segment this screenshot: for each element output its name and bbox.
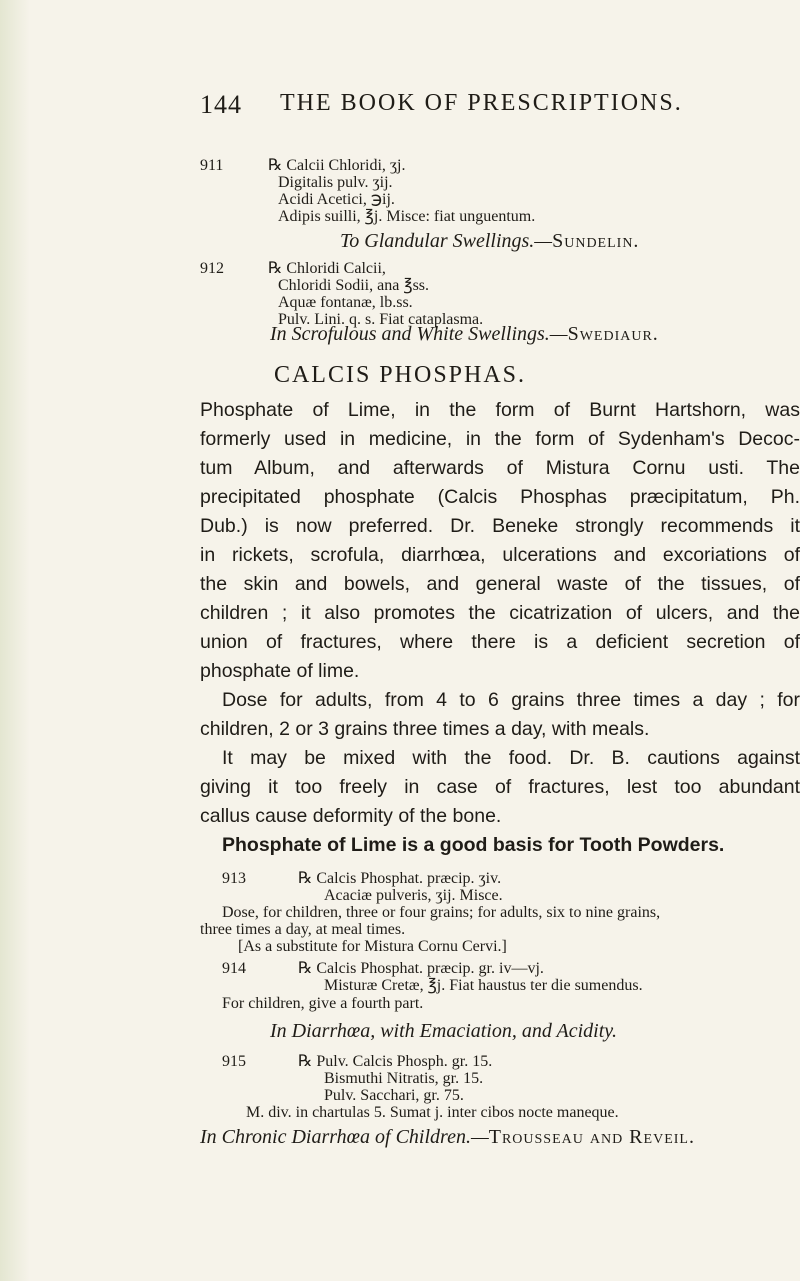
- prescription-914: [298, 960, 643, 994]
- rx-line: ℞ Pulv. Calcis Phosph. gr. 15.: [298, 1053, 493, 1070]
- body-line: Phosphate of Lime, in the form of Burnt Hartshorn, was: [200, 399, 800, 421]
- rx-line: ℞ Calcis Phosphat. præcip. ʒiv.: [298, 870, 502, 887]
- attribution-indication: To Glandular Swellings.—: [340, 230, 553, 252]
- dose-line: Dose, for children, three or four grains; for adults, six to nine grains,: [222, 904, 661, 921]
- running-title: THE BOOK OF PRESCRIPTIONS.: [280, 90, 683, 116]
- body-line: the skin and bowels, and general waste of the tissues, of: [200, 573, 800, 595]
- attribution-author: Trousseau and Reveil.: [488, 1126, 695, 1148]
- body-line: children, 2 or 3 grains three times a day, with meals.: [200, 718, 650, 740]
- prescription-number-913: 913: [222, 870, 246, 887]
- rx-line: Chloridi Sodii, ana ℥ss.: [278, 277, 430, 294]
- attribution-912: [270, 323, 659, 346]
- body-line: precipitated phosphate (Calcis Phosphas præcipitatum, Ph.: [200, 486, 800, 508]
- section-title: CALCIS PHOSPHAS.: [273, 362, 527, 388]
- attribution-915: [200, 1126, 695, 1149]
- rx-line: Aquæ fontanæ, lb.ss.: [278, 294, 413, 311]
- body-line: It may be mixed with the food. Dr. B. cautions against: [222, 747, 800, 769]
- rx-line: Digitalis pulv. ʒij.: [278, 174, 393, 191]
- dose-914: [222, 995, 423, 1012]
- attribution-indication: In Diarrhœa, with Emaciation, and Acidity.: [270, 1020, 618, 1042]
- body-line: Dub.) is now preferred. Dr. Beneke strongly recommends it: [200, 515, 800, 537]
- body-line: union of fractures, where there is a deficient secretion of: [200, 631, 800, 653]
- rx-line: ℞ Calcii Chloridi, ʒj.: [268, 157, 406, 174]
- rx-line: Misturæ Cretæ, ℥j. Fiat haustus ter die sumendus.: [324, 977, 643, 994]
- note-line: [As a substitute for Mistura Cornu Cervi.]: [238, 938, 507, 955]
- body-line: formerly used in medicine, in the form of Sydenham's Decoc-: [200, 428, 800, 450]
- rx-line: ℞ Chloridi Calcii,: [268, 260, 386, 277]
- page-number: 144: [200, 90, 242, 119]
- page-header: [200, 90, 800, 130]
- body-line: tum Album, and afterwards of Mistura Cornu usti. The: [200, 457, 800, 479]
- prescription-912: [268, 260, 483, 328]
- prescription-number-912: 912: [200, 260, 224, 277]
- dose-line: three times a day, at meal times.: [200, 921, 406, 938]
- prescription-number-914: 914: [222, 960, 246, 977]
- body-line: children ; it also promotes the cicatrization of ulcers, and the: [200, 602, 800, 624]
- rx-line: Pulv. Lini. q. s. Fiat cataplasma.: [278, 311, 484, 328]
- rx-line: Adipis suilli, ℥j. Misce: fiat unguentum.: [278, 208, 536, 225]
- rx-line: Pulv. Sacchari, gr. 75.: [324, 1087, 464, 1104]
- attribution-indication: In Chronic Diarrhœa of Children.—: [200, 1126, 489, 1148]
- body-line: in rickets, scrofula, diarrhœa, ulcerations and excoriations of: [200, 544, 800, 566]
- rx-line: Acidi Acetici, ℈ij.: [278, 191, 395, 208]
- body-paragraph-3: [200, 744, 800, 831]
- rx-line: Bismuthi Nitratis, gr. 15.: [324, 1070, 484, 1087]
- prescription-915: [298, 1053, 492, 1104]
- attribution-author: Swediaur.: [567, 323, 659, 345]
- attribution-author: Sundelin.: [552, 230, 640, 252]
- prescription-number-915: 915: [222, 1053, 246, 1070]
- dose-line: For children, give a fourth part.: [222, 995, 424, 1012]
- body-line: phosphate of lime.: [200, 660, 360, 682]
- rx-line: Acaciæ pulveris, ʒij. Misce.: [324, 887, 503, 904]
- body-line: callus cause deformity of the bone.: [200, 805, 502, 827]
- prescription-number-911: 911: [200, 157, 224, 174]
- body-line: giving it too freely in case of fractures, lest too abundant: [200, 776, 800, 798]
- rx-line: ℞ Calcis Phosphat. præcip. gr. iv—vj.: [298, 960, 544, 977]
- attribution-indication: In Scrofulous and White Swellings.—: [270, 323, 568, 345]
- body-line: Phosphate of Lime is a good basis for Tooth Powders.: [222, 834, 725, 856]
- dose-913: [200, 904, 796, 955]
- body-paragraph-4: [200, 831, 800, 860]
- attribution-911: [340, 230, 639, 253]
- body-paragraph-2: [200, 686, 800, 744]
- dose-line: M. div. in chartulas 5. Sumat j. inter cibos nocte maneque.: [246, 1104, 619, 1121]
- body-paragraph-1: [200, 396, 800, 686]
- dose-915: [246, 1104, 619, 1121]
- prescription-911: [268, 157, 535, 225]
- attribution-914: [270, 1020, 617, 1043]
- body-line: Dose for adults, from 4 to 6 grains three times a day ; for: [222, 689, 800, 711]
- prescription-913: [298, 870, 503, 904]
- page-edge-stain: [0, 0, 30, 1281]
